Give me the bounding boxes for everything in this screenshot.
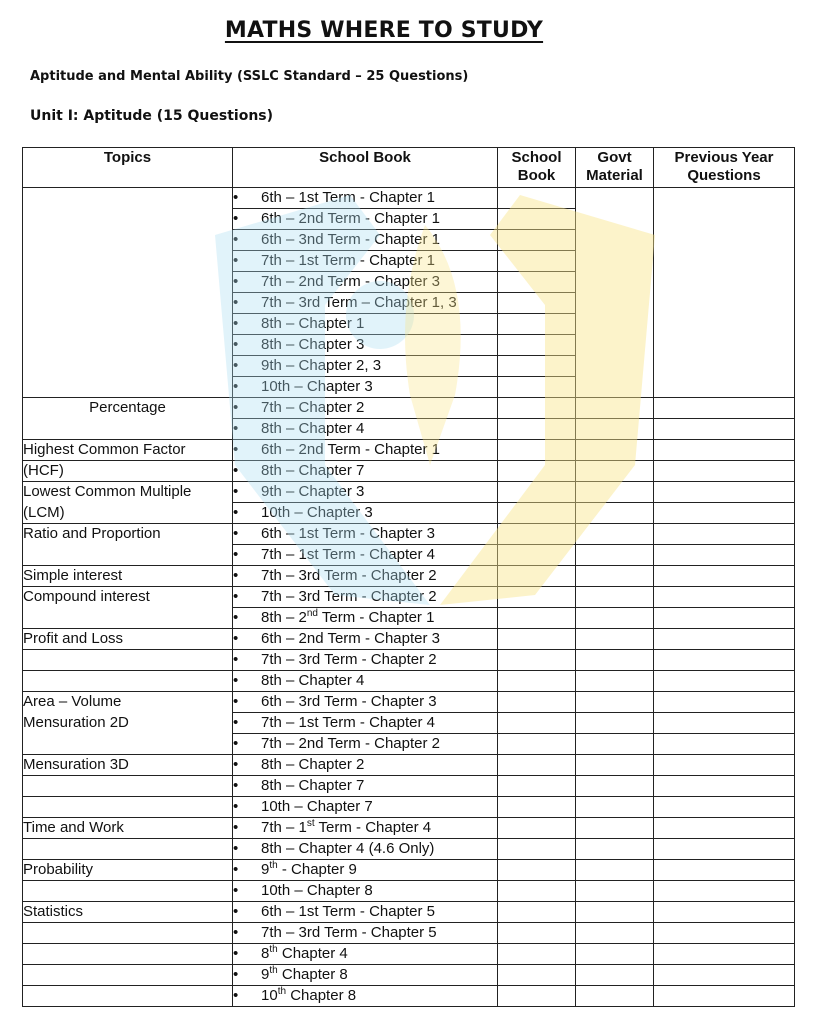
section-heading: Aptitude and Mental Ability (SSLC Standard – 25 Questions)	[30, 69, 469, 84]
school-book-check-cell	[498, 965, 576, 986]
school-book-check-cell	[498, 923, 576, 944]
school-book-check-cell	[498, 881, 576, 902]
school-book-check-cell	[498, 650, 576, 671]
previous-year-cell	[654, 650, 795, 671]
govt-material-cell	[576, 461, 654, 482]
entry-text: 9	[261, 966, 270, 983]
table-row	[23, 860, 795, 881]
topic-cell: Mensuration 2D	[23, 713, 233, 755]
table-row	[23, 398, 795, 419]
previous-year-cell	[654, 755, 795, 776]
govt-material-cell	[576, 692, 654, 713]
previous-year-cell	[654, 545, 795, 566]
entry-text: 7th – Chapter 2	[261, 399, 365, 416]
school-book-check-cell	[498, 503, 576, 524]
entry-text: - Chapter 9	[277, 861, 357, 878]
topic-cell: Lowest Common Multiple	[23, 482, 233, 503]
govt-material-cell	[576, 482, 654, 503]
bullet-icon: •	[233, 987, 239, 1004]
bullet-icon: •	[233, 546, 239, 563]
govt-material-cell	[576, 881, 654, 902]
previous-year-cell	[654, 482, 795, 503]
previous-year-cell	[654, 692, 795, 713]
school-book-entry	[233, 650, 498, 671]
bullet-icon: •	[233, 525, 239, 542]
entry-text: 7th – 3rd Term - Chapter 2	[261, 588, 437, 605]
school-book-entry	[233, 860, 498, 881]
school-book-entry	[233, 251, 498, 272]
school-book-check-cell	[498, 986, 576, 1007]
entry-text: 10	[261, 987, 278, 1004]
entry-text: 8	[261, 945, 270, 962]
entry-text: 9	[261, 861, 270, 878]
school-book-entry	[233, 335, 498, 356]
school-book-entry	[233, 608, 498, 629]
entry-text: 6th – 1st Term - Chapter 3	[261, 525, 435, 542]
table-row	[23, 566, 795, 587]
table-row	[23, 650, 795, 671]
topic-cell	[23, 944, 233, 965]
govt-material-cell	[576, 755, 654, 776]
govt-material-cell	[576, 440, 654, 461]
page-title: MATHS WHERE TO STUDY	[224, 18, 544, 43]
topic-cell: Time and Work	[23, 818, 233, 839]
school-book-check-cell	[498, 461, 576, 482]
school-book-check-cell	[498, 734, 576, 755]
bullet-icon: •	[233, 924, 239, 941]
school-book-check-cell	[498, 671, 576, 692]
bullet-icon: •	[233, 420, 239, 437]
entry-text: 7th – 2nd Term - Chapter 2	[261, 735, 440, 752]
school-book-entry	[233, 293, 498, 314]
school-book-entry	[233, 356, 498, 377]
bullet-icon: •	[233, 315, 239, 332]
entry-text: 9th – Chapter 2, 3	[261, 357, 382, 374]
topic-cell: (HCF)	[23, 461, 233, 482]
entry-text: 8th – Chapter 1	[261, 315, 365, 332]
topic-cell	[23, 797, 233, 818]
table-row	[23, 923, 795, 944]
school-book-check-cell	[498, 692, 576, 713]
header-govt-material: Govt Material	[576, 148, 654, 188]
bullet-icon: •	[233, 819, 239, 836]
school-book-entry	[233, 881, 498, 902]
header-school-book-col: School Book	[498, 148, 576, 188]
govt-material-cell	[576, 818, 654, 839]
bullet-icon: •	[233, 966, 239, 983]
govt-material-cell	[576, 671, 654, 692]
entry-text: 8th – Chapter 2	[261, 756, 365, 773]
table-row	[23, 986, 795, 1007]
entry-text: 10th – Chapter 3	[261, 378, 373, 395]
table-row	[23, 902, 795, 923]
bullet-icon: •	[233, 777, 239, 794]
govt-material-cell	[576, 419, 654, 440]
entry-text: 7th – 1st Term - Chapter 4	[261, 546, 435, 563]
school-book-entry	[233, 692, 498, 713]
school-book-check-cell	[498, 293, 576, 314]
school-book-check-cell	[498, 545, 576, 566]
school-book-entry	[233, 755, 498, 776]
govt-material-cell	[576, 797, 654, 818]
bullet-icon: •	[233, 357, 239, 374]
bullet-icon: •	[233, 840, 239, 857]
entry-text: 9th – Chapter 3	[261, 483, 365, 500]
entry-text: 7th – 3rd Term - Chapter 5	[261, 924, 437, 941]
table-row	[23, 587, 795, 608]
entry-text: 7th – 1st Term - Chapter 1	[261, 252, 435, 269]
entry-text: 7th – 3rd Term – Chapter 1, 3	[261, 294, 457, 311]
previous-year-cell	[654, 902, 795, 923]
study-table	[22, 147, 795, 1007]
govt-material-cell	[576, 650, 654, 671]
bullet-icon: •	[233, 504, 239, 521]
school-book-check-cell	[498, 230, 576, 251]
bullet-icon: •	[233, 294, 239, 311]
school-book-entry	[233, 419, 498, 440]
bullet-icon: •	[233, 378, 239, 395]
school-book-entry	[233, 377, 498, 398]
entry-text: 6th – 2nd Term - Chapter 3	[261, 630, 440, 647]
previous-year-cell	[654, 965, 795, 986]
school-book-check-cell	[498, 356, 576, 377]
school-book-entry	[233, 230, 498, 251]
school-book-check-cell	[498, 419, 576, 440]
previous-year-cell	[654, 713, 795, 734]
previous-year-cell	[654, 776, 795, 797]
govt-material-cell	[576, 902, 654, 923]
school-book-check-cell	[498, 713, 576, 734]
bullet-icon: •	[233, 252, 239, 269]
header-school-book: School Book	[233, 148, 498, 188]
bullet-icon: •	[233, 714, 239, 731]
bullet-icon: •	[233, 189, 239, 206]
bullet-icon: •	[233, 588, 239, 605]
entry-text: 6th – 3rd Term - Chapter 3	[261, 693, 437, 710]
entry-text: 7th – 3rd Term - Chapter 2	[261, 651, 437, 668]
topic-cell: Percentage	[23, 398, 233, 440]
table-row	[23, 503, 795, 524]
school-book-entry	[233, 713, 498, 734]
entry-superscript: th	[269, 860, 278, 871]
school-book-entry	[233, 902, 498, 923]
entry-text: Term - Chapter 1	[318, 609, 435, 626]
previous-year-cell	[654, 566, 795, 587]
school-book-entry	[233, 797, 498, 818]
school-book-entry	[233, 944, 498, 965]
table-header-row	[23, 148, 795, 188]
entry-text: 8th – Chapter 7	[261, 777, 365, 794]
entry-text: 8th – Chapter 4	[261, 420, 365, 437]
previous-year-cell	[654, 461, 795, 482]
table-row	[23, 713, 795, 734]
topic-cell	[23, 965, 233, 986]
entry-text: 6th – 2nd Term - Chapter 1	[261, 210, 440, 227]
entry-text: Term - Chapter 4	[314, 819, 432, 836]
school-book-check-cell	[498, 440, 576, 461]
unit-heading: Unit I: Aptitude (15 Questions)	[30, 108, 274, 124]
bullet-icon: •	[233, 945, 239, 962]
entry-text: 8th – Chapter 3	[261, 336, 365, 353]
topic-cell	[23, 188, 233, 398]
topic-cell: Simple interest	[23, 566, 233, 587]
table-row	[23, 440, 795, 461]
topic-cell: Compound interest	[23, 587, 233, 629]
govt-material-cell	[576, 923, 654, 944]
entry-text: 7th – 1st Term - Chapter 4	[261, 714, 435, 731]
school-book-check-cell	[498, 482, 576, 503]
bullet-icon: •	[233, 462, 239, 479]
school-book-entry	[233, 545, 498, 566]
govt-material-cell	[576, 188, 654, 398]
govt-material-cell	[576, 398, 654, 419]
table-row	[23, 524, 795, 545]
header-topics: Topics	[23, 148, 233, 188]
entry-superscript: th	[277, 986, 287, 997]
bullet-icon: •	[233, 336, 239, 353]
previous-year-cell	[654, 503, 795, 524]
school-book-check-cell	[498, 818, 576, 839]
topic-cell: Mensuration 3D	[23, 755, 233, 776]
entry-superscript: st	[306, 818, 315, 829]
bullet-icon: •	[233, 483, 239, 500]
school-book-entry	[233, 503, 498, 524]
entry-text: 8th – Chapter 4	[261, 672, 365, 689]
entry-text: 7th – 2nd Term - Chapter 3	[261, 273, 440, 290]
school-book-check-cell	[498, 629, 576, 650]
school-book-entry	[233, 272, 498, 293]
previous-year-cell	[654, 398, 795, 419]
govt-material-cell	[576, 965, 654, 986]
topic-cell	[23, 839, 233, 860]
govt-material-cell	[576, 734, 654, 755]
school-book-entry	[233, 818, 498, 839]
entry-text: 8th – 2	[261, 609, 307, 626]
govt-material-cell	[576, 608, 654, 629]
topic-cell: (LCM)	[23, 503, 233, 524]
school-book-check-cell	[498, 251, 576, 272]
school-book-check-cell	[498, 272, 576, 293]
school-book-check-cell	[498, 566, 576, 587]
table-row	[23, 965, 795, 986]
table-body	[23, 188, 795, 1007]
entry-text: 10th – Chapter 7	[261, 798, 373, 815]
govt-material-cell	[576, 524, 654, 545]
topic-cell	[23, 671, 233, 692]
table-row	[23, 482, 795, 503]
school-book-entry	[233, 734, 498, 755]
entry-text: Chapter 8	[277, 966, 348, 983]
bullet-icon: •	[233, 756, 239, 773]
previous-year-cell	[654, 587, 795, 608]
bullet-icon: •	[233, 861, 239, 878]
entry-text: Chapter 4	[277, 945, 348, 962]
previous-year-cell	[654, 629, 795, 650]
bullet-icon: •	[233, 399, 239, 416]
previous-year-cell	[654, 818, 795, 839]
govt-material-cell	[576, 713, 654, 734]
bullet-icon: •	[233, 441, 239, 458]
entry-text: 6th – 2nd Term - Chapter 1	[261, 441, 440, 458]
school-book-entry	[233, 209, 498, 230]
school-book-entry	[233, 461, 498, 482]
school-book-check-cell	[498, 608, 576, 629]
topic-cell: Ratio and Proportion	[23, 524, 233, 566]
school-book-entry	[233, 566, 498, 587]
school-book-entry	[233, 314, 498, 335]
school-book-entry	[233, 965, 498, 986]
table-row	[23, 818, 795, 839]
school-book-check-cell	[498, 524, 576, 545]
topic-cell: Probability	[23, 860, 233, 881]
bullet-icon: •	[233, 651, 239, 668]
school-book-check-cell	[498, 797, 576, 818]
school-book-check-cell	[498, 944, 576, 965]
bullet-icon: •	[233, 672, 239, 689]
school-book-check-cell	[498, 209, 576, 230]
govt-material-cell	[576, 629, 654, 650]
govt-material-cell	[576, 944, 654, 965]
entry-text: 6th – 1st Term - Chapter 1	[261, 189, 435, 206]
school-book-check-cell	[498, 398, 576, 419]
school-book-entry	[233, 629, 498, 650]
govt-material-cell	[576, 566, 654, 587]
school-book-check-cell	[498, 902, 576, 923]
topic-cell	[23, 923, 233, 944]
topic-cell: Area – Volume	[23, 692, 233, 713]
entry-text: 8th – Chapter 4 (4.6 Only)	[261, 840, 435, 857]
entry-superscript: nd	[306, 608, 318, 619]
entry-text: 10th – Chapter 8	[261, 882, 373, 899]
table-row	[23, 755, 795, 776]
previous-year-cell	[654, 524, 795, 545]
govt-material-cell	[576, 776, 654, 797]
previous-year-cell	[654, 734, 795, 755]
school-book-check-cell	[498, 188, 576, 209]
school-book-check-cell	[498, 587, 576, 608]
topic-cell: Profit and Loss	[23, 629, 233, 650]
bullet-icon: •	[233, 273, 239, 290]
govt-material-cell	[576, 839, 654, 860]
entry-text: 7th – 1	[261, 819, 307, 836]
school-book-check-cell	[498, 839, 576, 860]
table-row	[23, 461, 795, 482]
table-row	[23, 776, 795, 797]
govt-material-cell	[576, 545, 654, 566]
school-book-entry	[233, 587, 498, 608]
previous-year-cell	[654, 986, 795, 1007]
table-row	[23, 692, 795, 713]
table-row	[23, 671, 795, 692]
bullet-icon: •	[233, 798, 239, 815]
previous-year-cell	[654, 440, 795, 461]
previous-year-cell	[654, 881, 795, 902]
school-book-check-cell	[498, 314, 576, 335]
entry-text: 6th – 1st Term - Chapter 5	[261, 903, 435, 920]
school-book-check-cell	[498, 755, 576, 776]
bullet-icon: •	[233, 882, 239, 899]
school-book-check-cell	[498, 335, 576, 356]
topic-cell: Statistics	[23, 902, 233, 923]
entry-superscript: th	[269, 965, 278, 976]
school-book-check-cell	[498, 377, 576, 398]
school-book-check-cell	[498, 776, 576, 797]
school-book-entry	[233, 188, 498, 209]
table-row	[23, 629, 795, 650]
previous-year-cell	[654, 671, 795, 692]
entry-superscript: th	[269, 944, 278, 955]
school-book-entry	[233, 482, 498, 503]
header-previous-year: Previous Year Questions	[654, 148, 795, 188]
table-row	[23, 188, 795, 209]
bullet-icon: •	[233, 567, 239, 584]
entry-text: 10th – Chapter 3	[261, 504, 373, 521]
govt-material-cell	[576, 503, 654, 524]
previous-year-cell	[654, 797, 795, 818]
entry-text: 8th – Chapter 7	[261, 462, 365, 479]
entry-text: 6th – 3nd Term - Chapter 1	[261, 231, 440, 248]
bullet-icon: •	[233, 210, 239, 227]
previous-year-cell	[654, 419, 795, 440]
entry-text: 7th – 3rd Term - Chapter 2	[261, 567, 437, 584]
table-row	[23, 839, 795, 860]
govt-material-cell	[576, 587, 654, 608]
bullet-icon: •	[233, 693, 239, 710]
previous-year-cell	[654, 944, 795, 965]
school-book-entry	[233, 671, 498, 692]
bullet-icon: •	[233, 903, 239, 920]
table-row	[23, 797, 795, 818]
bullet-icon: •	[233, 630, 239, 647]
topic-cell	[23, 650, 233, 671]
school-book-entry	[233, 986, 498, 1007]
govt-material-cell	[576, 986, 654, 1007]
topic-cell: Highest Common Factor	[23, 440, 233, 461]
topic-cell	[23, 776, 233, 797]
topic-cell	[23, 881, 233, 902]
previous-year-cell	[654, 608, 795, 629]
previous-year-cell	[654, 860, 795, 881]
previous-year-cell	[654, 188, 795, 398]
table-row	[23, 944, 795, 965]
school-book-entry	[233, 923, 498, 944]
school-book-entry	[233, 440, 498, 461]
school-book-entry	[233, 524, 498, 545]
previous-year-cell	[654, 923, 795, 944]
bullet-icon: •	[233, 609, 239, 626]
school-book-entry	[233, 776, 498, 797]
entry-text: Chapter 8	[286, 987, 357, 1004]
bullet-icon: •	[233, 735, 239, 752]
school-book-check-cell	[498, 860, 576, 881]
table-row	[23, 881, 795, 902]
bullet-icon: •	[233, 231, 239, 248]
school-book-entry	[233, 839, 498, 860]
previous-year-cell	[654, 839, 795, 860]
topic-cell	[23, 986, 233, 1007]
school-book-entry	[233, 398, 498, 419]
govt-material-cell	[576, 860, 654, 881]
